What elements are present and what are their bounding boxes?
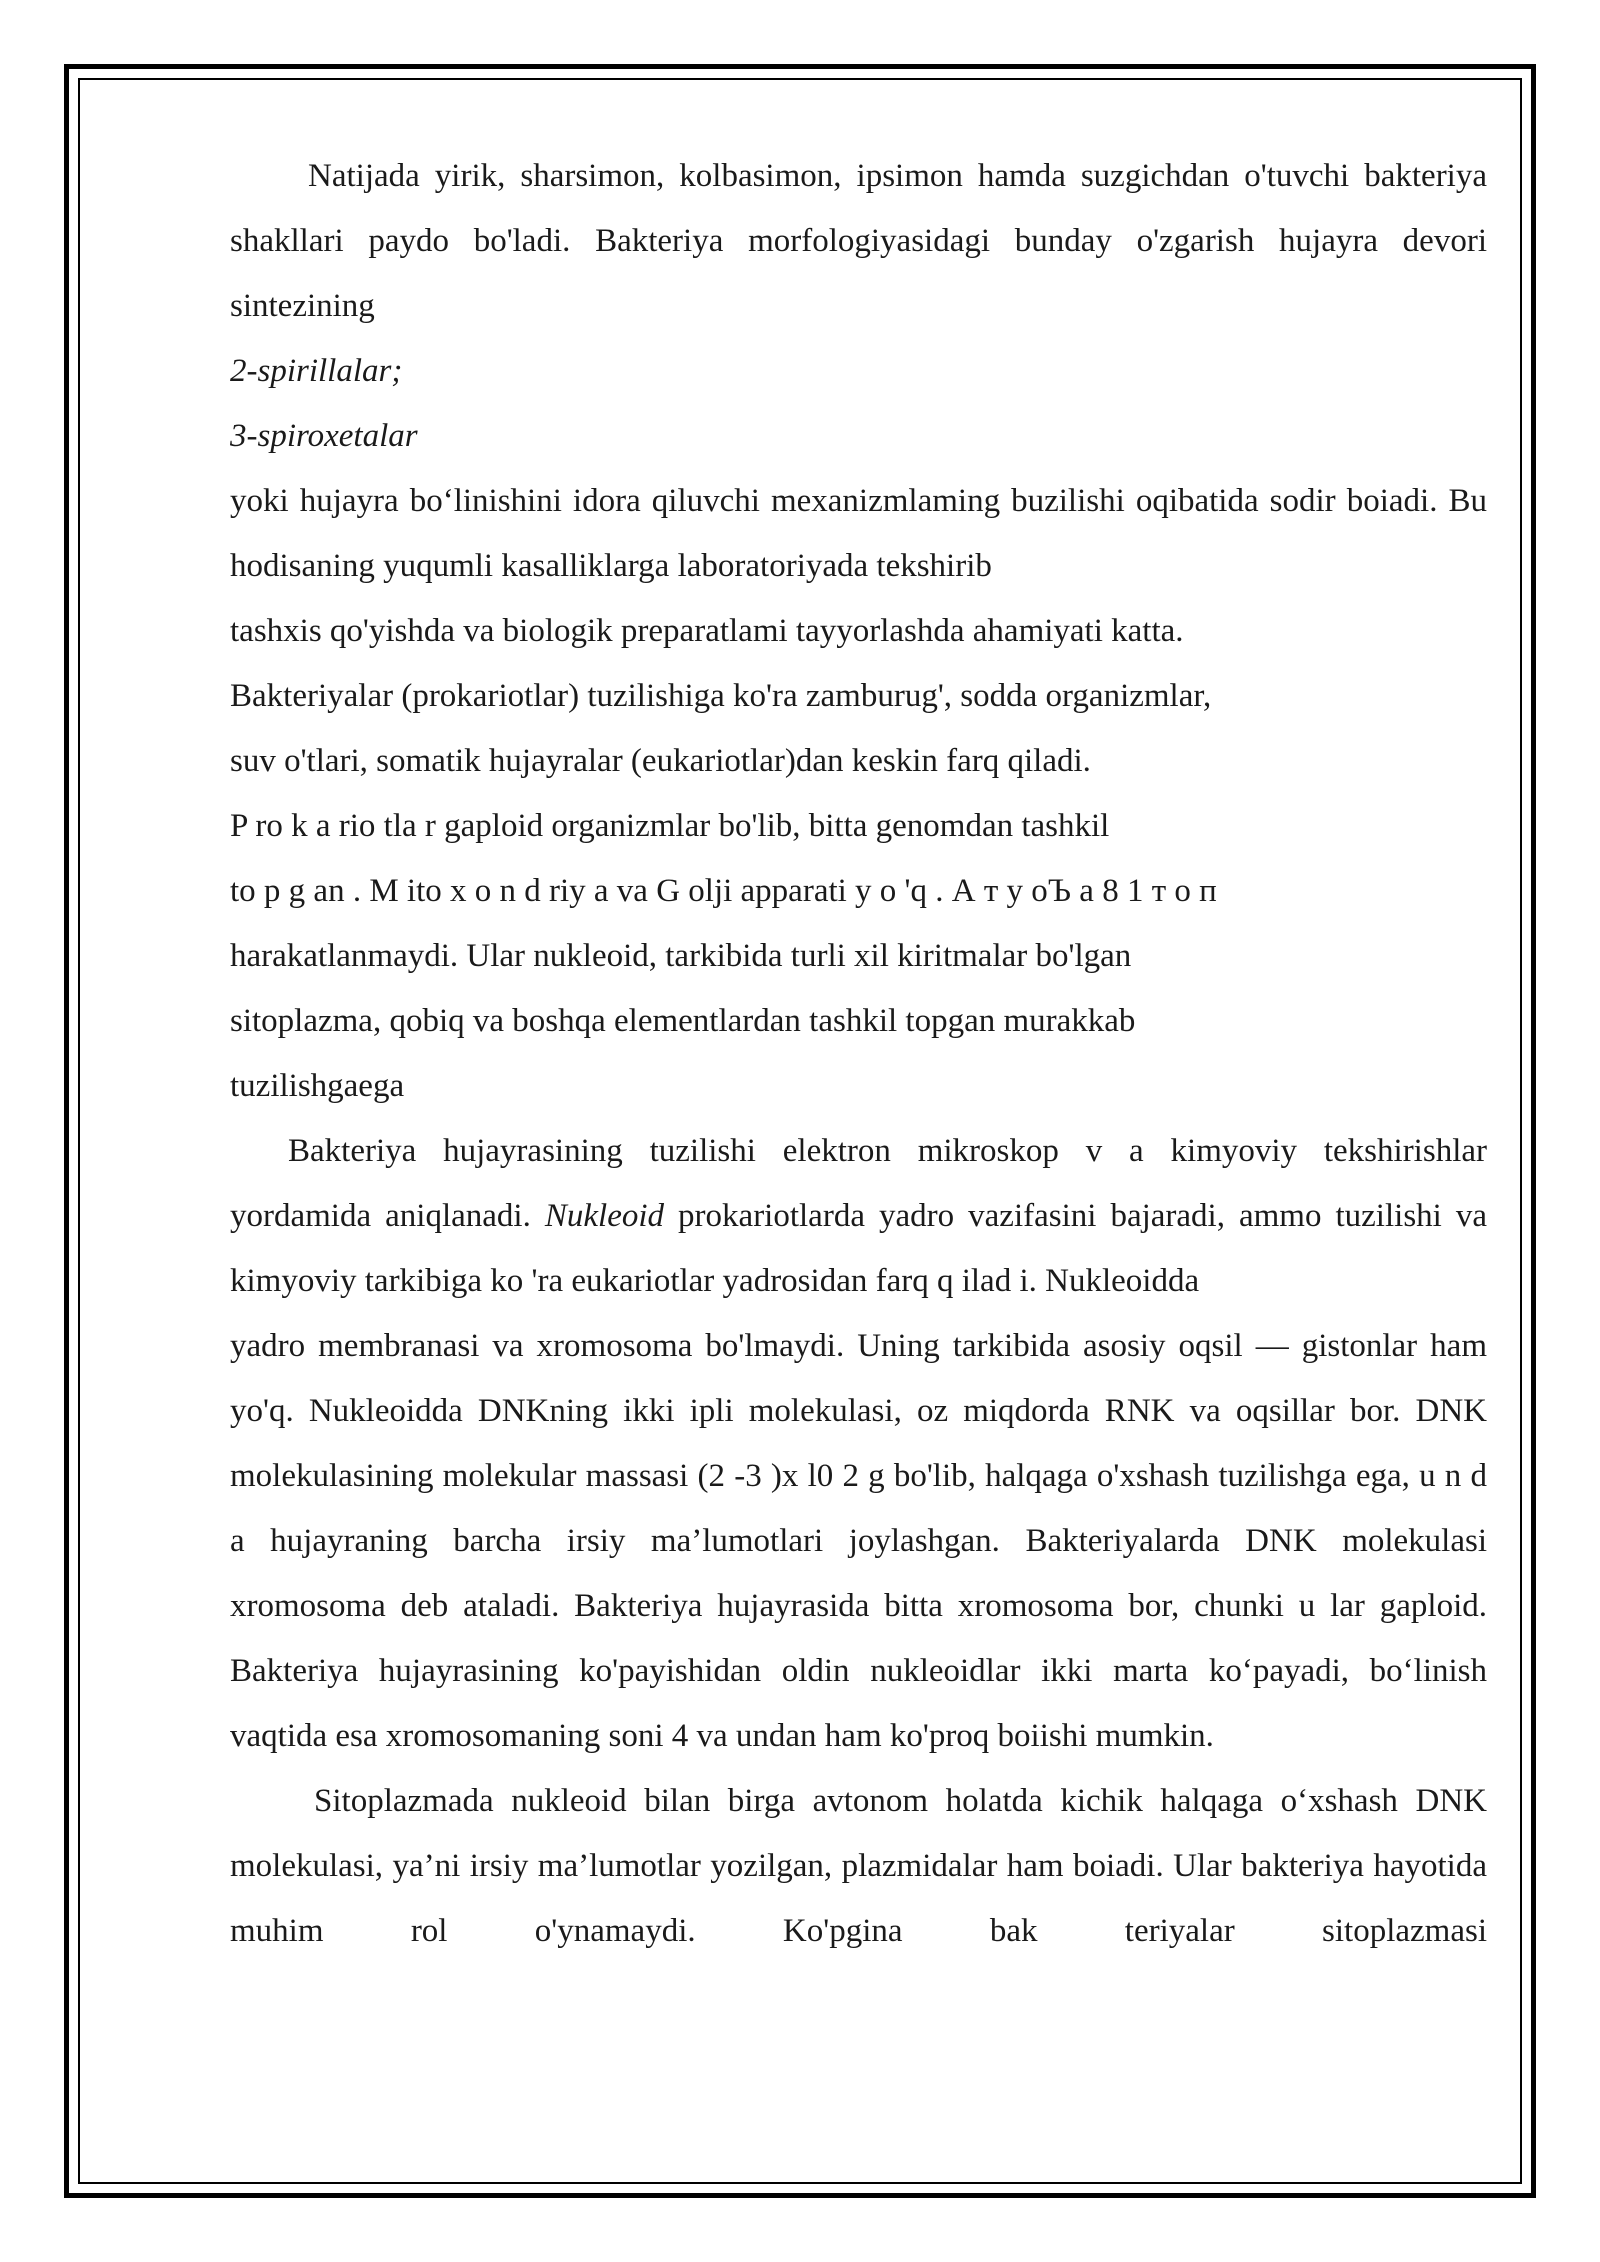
- paragraph-plasmids: Sitoplazmada nukleoid bilan birga avtonom holatda kichik halqaga o‘xshash DNK molekulasi, ya’ni irsiy ma’lumotlar yozilgan, plazmidalar ham boiadi. Ular bakteriya hayotida muhim rol o'ynamaydi. Ko'pgina bak teriyalar sitoplazmasi: [230, 1783, 1487, 1949]
- list-item-spirillalar: 2-spirillalar;: [230, 353, 403, 389]
- line-suv-otlari: suv o'tlari, somatik hujayralar (eukariotlar)dan keskin farq qiladi.: [230, 743, 1091, 779]
- document-body: [230, 144, 1487, 1964]
- line-prokariotlar: P ro k a rio tla r gaploid organizmlar bo'lib, bitta genomdan tashkil: [230, 808, 1110, 844]
- paragraph-nucleoid: [230, 1119, 1487, 1314]
- line-tashxis: tashxis qo'yishda va biologik preparatlami tayyorlashda ahamiyati katta.: [230, 613, 1184, 649]
- line-tuzilishgaega: tuzilishgaega: [230, 1068, 405, 1104]
- line-harakatlanmaydi: harakatlanmaydi. Ular nukleoid, tarkibida turli xil kiritmalar bo'lgan: [230, 938, 1132, 974]
- nucleoid-description: prokariotlarda yadro vazifasini bajaradi, ammo tuzilishi va kimyoviy tarkibiga ko 'ra eukariotlar yadrosidan farq q ilad i. Nukleoidda: [230, 1198, 1487, 1299]
- paragraph-dna: yadro membranasi va xromosoma bo'lmaydi. Uning tarkibida asosiy oqsil — gistonlar ham yo'q. Nukleoidda DNKning ikki ipli molekulasi, oz miqdorda RNK va oqsillar bor. DNK molekulasining molekular massasi (2 -3 )x l0 2 g bo'lib, halqaga o'xshash tuzilishga ega, u n d a hujayraning barcha irsiy ma’lumotlari joylashgan. Bakteriyalarda DNK molekulasi xromosoma deb ataladi. Bakteriya hujayrasida bitta xromosoma bor, chunki u lar gaploid. Bakteriya hujayrasining ko'payishidan oldin nukleoidlar ikki marta ko‘payadi, bo‘linish vaqtida esa xromosomaning soni 4 va undan ham ko'proq boiishi mumkin.: [230, 1328, 1487, 1754]
- line-topgan: to p g an . M ito x o n d riy a va G olji apparati y o 'q . А т у оЪ а 8 1 т о п: [230, 873, 1217, 909]
- list-item-spiroxetalar: 3-spiroxetalar: [230, 418, 418, 454]
- line-bakteriyalar: Bakteriyalar (prokariotlar) tuzilishiga ko'ra zamburug', sodda organizmlar,: [230, 678, 1212, 714]
- line-sitoplazma: sitoplazma, qobiq va boshqa elementlardan tashkil topgan murakkab: [230, 1003, 1136, 1039]
- term-nukleoid: Nukleoid: [544, 1198, 665, 1234]
- paragraph-morphology: Natijada yirik, sharsimon, kolbasimon, ipsimon hamda suzgichdan o'tuvchi bakteriya shakllari paydo bo'ladi. Bakteriya morfologiyasidagi bunday o'zgarish hujayra devori sintezining: [230, 158, 1487, 324]
- paragraph-division: yoki hujayra bo‘linishini idora qiluvchi mexanizmlaming buzilishi oqibatida sodir boiadi. Bu hodisaning yuqumli kasalliklarga laboratoriyada tekshirib: [230, 483, 1487, 584]
- nucleoid-intro: Bakteriya hujayrasining tuzilishi elektron mikroskop v a kimyoviy tekshirishlar yordamida aniqlanadi.: [230, 1133, 1487, 1234]
